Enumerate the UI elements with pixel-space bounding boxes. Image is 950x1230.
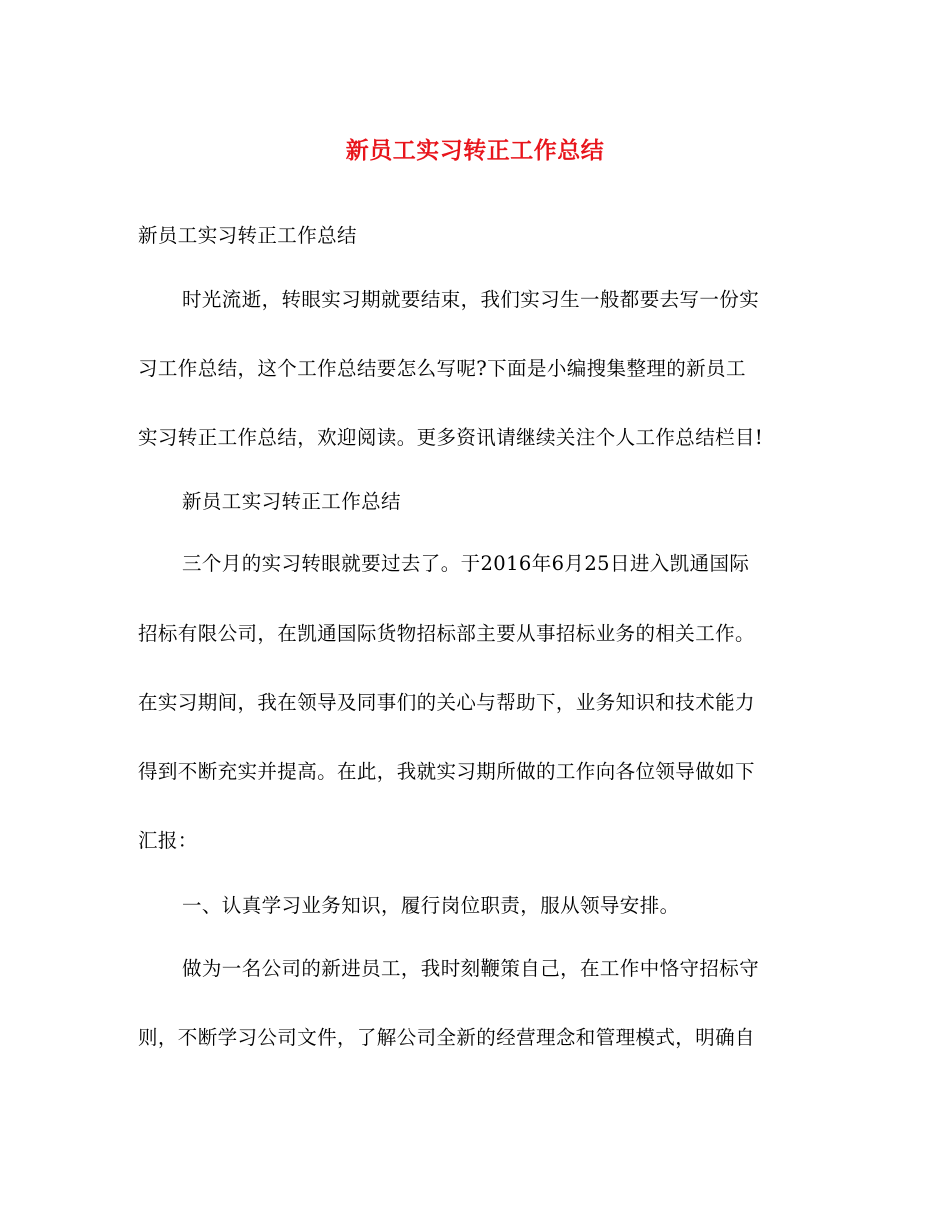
- text-line: 做为一名公司的新进员工，我时刻鞭策自己，在工作中恪守招标守: [182, 957, 760, 980]
- text-line: 则，不断学习公司文件，了解公司全新的经营理念和管理模式，明确自: [138, 1026, 755, 1049]
- text-line: 在实习期间，我在领导及同事们的关心与帮助下，业务知识和技术能力: [138, 691, 755, 714]
- text-line: 时光流逝，转眼实习期就要结束，我们实习生一般都要去写一份实: [182, 288, 760, 311]
- text-line-section-heading: 一、认真学习业务知识，履行岗位职责，服从领导安排。: [182, 894, 680, 917]
- text-line: 汇报：: [138, 829, 198, 852]
- document-title: 新员工实习转正工作总结: [345, 137, 605, 164]
- text-line: 习工作总结，这个工作总结要怎么写呢?下面是小编搜集整理的新员工: [138, 357, 746, 380]
- text-line-subheading: 新员工实习转正工作总结: [138, 224, 357, 247]
- text-line: 得到不断充实并提高。在此，我就实习期所做的工作向各位领导做如下: [138, 760, 755, 783]
- text-line: 实习转正工作总结，欢迎阅读。更多资讯请继续关注个人工作总结栏目!: [138, 426, 764, 449]
- text-line: 三个月的实习转眼就要过去了。于2016年6月25日进入凯通国际: [182, 552, 750, 575]
- text-line: 招标有限公司，在凯通国际货物招标部主要从事招标业务的相关工作。: [138, 622, 755, 645]
- text-line-subheading: 新员工实习转正工作总结: [182, 490, 401, 513]
